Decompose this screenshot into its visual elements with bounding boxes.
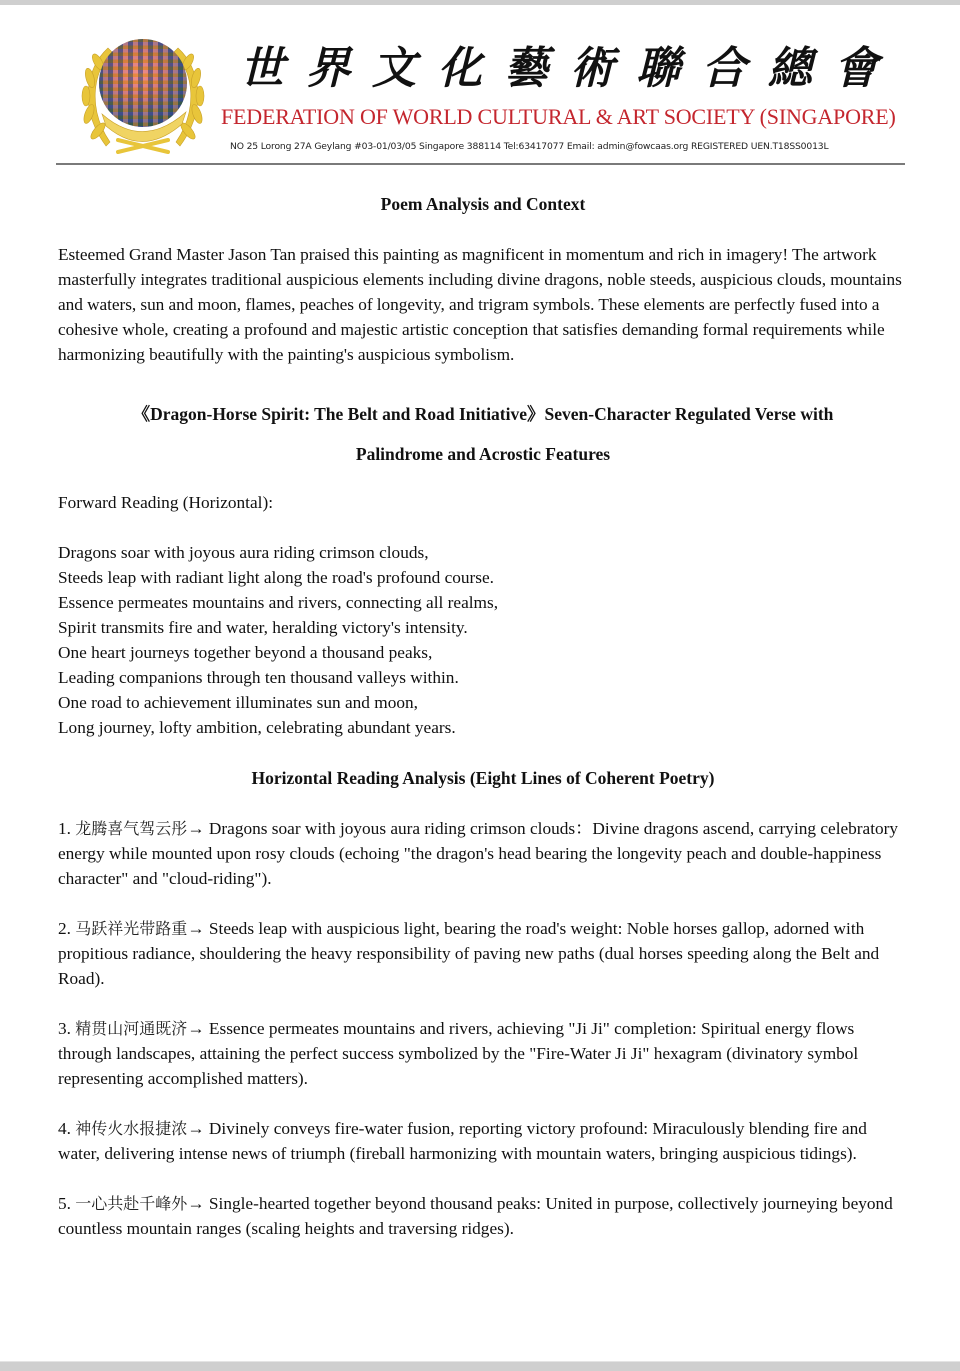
arrow-icon: → xyxy=(187,919,205,938)
section-title: Poem Analysis and Context xyxy=(380,194,586,214)
analysis-item xyxy=(58,1116,908,1166)
analysis-list xyxy=(58,816,908,1241)
arrow-icon: → xyxy=(187,1119,205,1138)
analysis-item xyxy=(58,1191,908,1241)
poem-title-line-2: Palindrome and Acrostic Features xyxy=(355,444,611,464)
item-chinese: 神传火水报捷浓 xyxy=(75,1119,188,1138)
poem-line: Long journey, lofty ambition, celebrating abundant years. xyxy=(58,718,456,737)
poem-title-line-1: 《Dragon-Horse Spirit: The Belt and Road Initiative》Seven-Character Regulated Verse with xyxy=(132,404,834,424)
item-chinese: 马跃祥光带路重 xyxy=(75,919,188,938)
analysis-title: Horizontal Reading Analysis (Eight Lines of Coherent Poetry) xyxy=(251,768,715,788)
item-text: Single-hearted together beyond thousand peaks: United in purpose, collectively journeying beyond countless mountain ranges (scaling heights and traversing ridges). xyxy=(58,1194,893,1238)
chinese-organization-name: 世界文化藝術聯合總會 xyxy=(240,43,900,94)
arrow-icon: → xyxy=(187,819,205,838)
page-top-border xyxy=(0,0,960,5)
header-divider xyxy=(56,163,905,165)
item-text: Essence permeates mountains and rivers, achieving "Ji Ji" completion: Spiritual energy flows through landscapes, attaining the perfect success symbolized by the "Fire-Water Ji Ji" hexagram (divinatory symbol representing accomplished matters). xyxy=(58,1019,859,1088)
poem-line: One road to achievement illuminates sun and moon, xyxy=(58,693,418,712)
item-number: 5. xyxy=(58,1194,71,1213)
poem-line: One heart journeys together beyond a thousand peaks, xyxy=(58,643,433,662)
analysis-item xyxy=(58,816,908,891)
item-text: Steeds leap with auspicious light, bearing the road's weight: Noble horses gallop, adorned with propitious radiance, shouldering the heavy responsibility of paving new paths (dual horses speeding along the Belt and Road). xyxy=(58,919,880,988)
item-number: 1. xyxy=(58,819,71,838)
analysis-item xyxy=(58,1016,908,1091)
forward-reading-label: Forward Reading (Horizontal): xyxy=(58,493,273,512)
context-paragraph: Esteemed Grand Master Jason Tan praised this painting as magnificent in momentum and rich in imagery! The artwork masterfully integrates traditional auspicious elements including divine dragons, noble steeds, auspicious clouds, mountains and waters, sun and moon, flames, peaches of longevity, and trigram symbols. These elements are perfectly fused into a cohesive whole, creating a profound and majestic artistic conception that satisfies demanding formal requirements while harmonizing beautifully with the painting's auspicious symbolism. xyxy=(58,245,902,364)
poem-line: Steeds leap with radiant light along the road's profound course. xyxy=(58,568,494,587)
poem-line: Dragons soar with joyous aura riding crimson clouds, xyxy=(58,543,429,562)
globe-laurel-emblem-icon xyxy=(68,28,218,160)
item-number: 2. xyxy=(58,919,71,938)
item-text: Dragons soar with joyous aura riding crimson clouds：Divine dragons ascend, carrying celebratory energy while mounted upon rosy clouds (echoing "the dragon's head bearing the longevity peach and double-happiness character" and "cloud-riding"). xyxy=(58,819,899,888)
poem-line: Essence permeates mountains and rivers, connecting all realms, xyxy=(58,593,499,612)
analysis-item xyxy=(58,916,908,991)
item-number: 4. xyxy=(58,1119,71,1138)
poem-line: Spirit transmits fire and water, heralding victory's intensity. xyxy=(58,618,468,637)
english-organization-name: FEDERATION OF WORLD CULTURAL & ART SOCIETY (SINGAPORE) xyxy=(221,104,896,129)
item-chinese: 一心共赴千峰外 xyxy=(75,1194,188,1213)
arrow-icon: → xyxy=(187,1194,205,1213)
item-number: 3. xyxy=(58,1019,71,1038)
item-text: Divinely conveys fire-water fusion, reporting victory profound: Miraculously blending fire and water, delivering intense news of triumph (fireball harmonizing with mountain waters, bringing auspicious tidings). xyxy=(58,1119,867,1163)
arrow-icon: → xyxy=(187,1019,205,1038)
document-body xyxy=(58,192,908,1241)
item-chinese: 龙腾喜气驾云彤 xyxy=(75,819,188,838)
fowcaas-logo xyxy=(68,28,218,160)
item-chinese: 精贯山河通既济 xyxy=(75,1019,188,1038)
poem-lines xyxy=(58,540,908,740)
poem-line: Leading companions through ten thousand valleys within. xyxy=(58,668,459,687)
contact-address: NO 25 Lorong 27A Geylang #03-01/03/05 Singapore 388114 Tel:63417077 Email: admin@fowcaas.org REGISTERED UEN.T18SS0013L xyxy=(230,141,829,152)
